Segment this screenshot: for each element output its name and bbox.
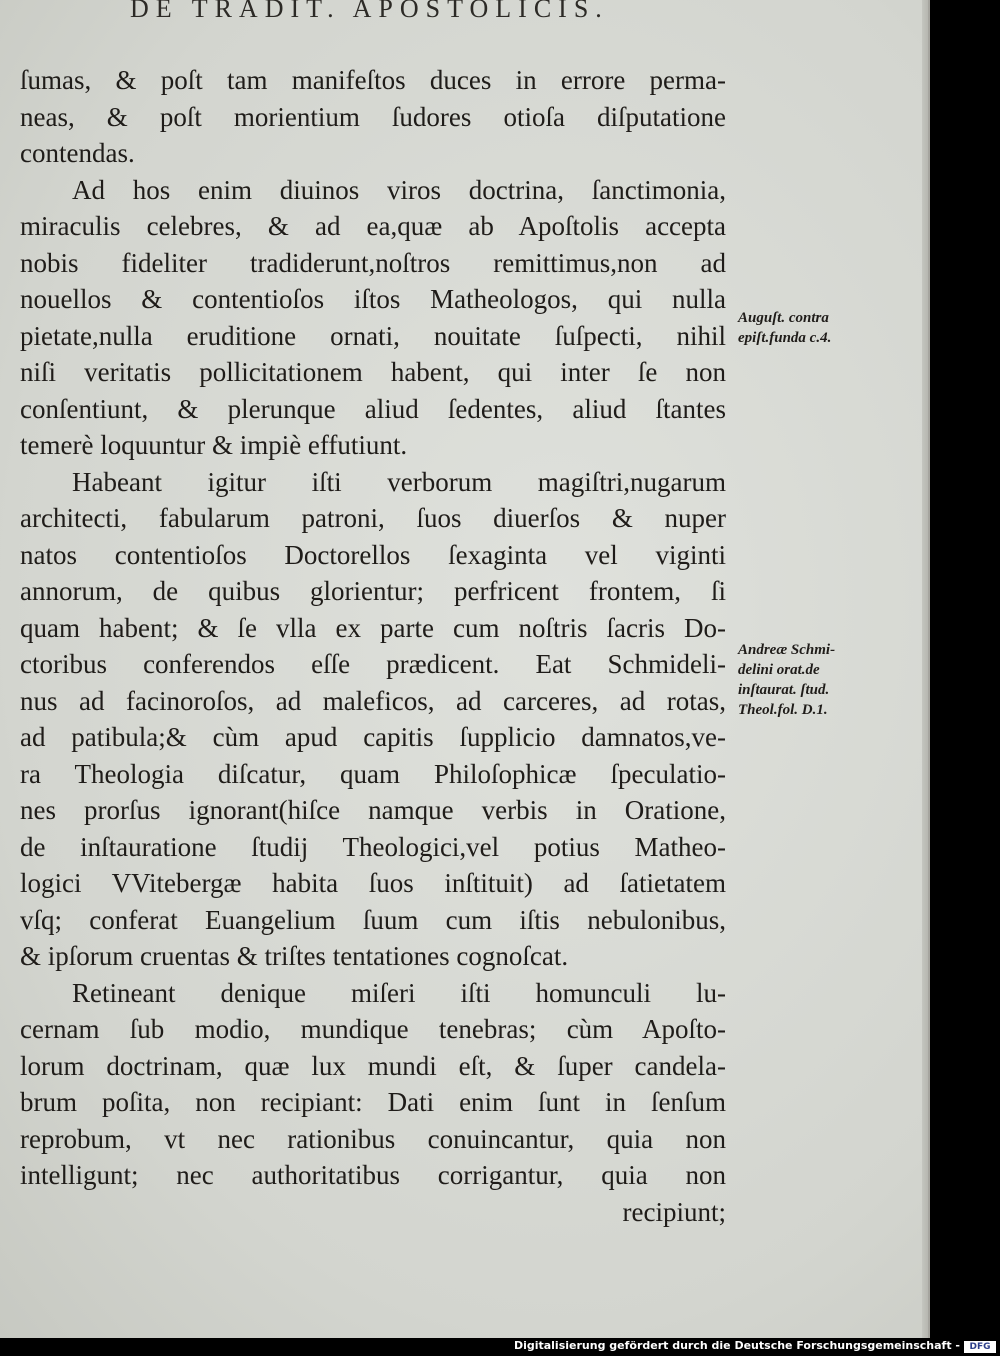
margin-note-augustine (738, 308, 898, 348)
margin-note-schmidelin (738, 640, 898, 720)
text-line: contendas. (20, 138, 135, 168)
text-line: cernam ſub modio, mundique tenebras; cùm Apoſto- (20, 1014, 726, 1044)
text-line: ctoribus conferendos eſſe prædicent. Eat Schmideli- (20, 649, 726, 679)
text-line: ſumas, & poſt tam manifeſtos duces in errore perma- (20, 65, 726, 95)
text-line: miraculis celebres, & ad ea,quæ ab Apoſtolis accepta (20, 211, 726, 241)
text-line: vſq; conferat Euangelium ſuum cum iſtis nebulonibus, (20, 904, 726, 935)
running-head: DE TRADIT. APOSTOLICIS. (130, 0, 609, 23)
text-line: architecti, fabularum patroni, ſuos diuerſos & nuper (20, 503, 726, 533)
text-line: quam habent; & ſe vlla ex parte cum noſtris ſacris Do- (20, 612, 726, 643)
margin-note-line: Andreæ Schmi- (738, 642, 836, 658)
text-line: brum poſita, non recipiant: Dati enim ſunt in ſenſum (20, 1087, 726, 1117)
text-line: niſi veritatis pollicitationem habent, qui inter ſe non (20, 357, 726, 387)
text-line: & ipſorum cruentas & triſtes tentationes cognoſcat. (20, 941, 569, 971)
dfg-logo: DFG (964, 1341, 996, 1353)
text-line: ad patibula;& cùm apud capitis ſupplicio damnatos,ve- (20, 722, 726, 752)
margin-note-line: inſtaurat. ſtud. (738, 682, 830, 698)
paragraph-start: Retineant denique miſeri iſti homunculi lu- (72, 977, 726, 1008)
text-line: nus ad facinoroſos, ad maleficos, ad carceres, ad rotas, (20, 685, 726, 716)
text-line: nes prorſus ignorant(hiſce namque verbis in Oratione, (20, 795, 726, 825)
text-line: reprobum, vt nec rationibus conuincantur, quia non (20, 1123, 726, 1154)
text-line: lorum doctrinam, quæ lux mundi eſt, & ſuper candela- (20, 1050, 726, 1081)
paragraph-start: Habeant igitur iſti verborum magiſtri,nugarum (72, 466, 726, 497)
paragraph-start: Ad hos enim diuinos viros doctrina, ſanctimonia, (72, 174, 726, 205)
text-line: temerè loquuntur & impiè effutiunt. (20, 430, 408, 460)
margin-note-line: Auguſt. contra (738, 310, 829, 326)
body-text (20, 62, 726, 1230)
margin-note-line: Theol.fol. D.1. (738, 702, 828, 718)
text-line: nobis fideliter tradiderunt,noſtros remittimus,non ad (20, 247, 726, 278)
text-line: neas, & poſt morientium ſudores otioſa diſputatione (20, 101, 726, 132)
catchword: recipiunt; (622, 1196, 726, 1227)
margin-note-line: delini orat.de (738, 662, 820, 678)
margin-note-line: epiſt.funda c.4. (738, 330, 832, 346)
text-line: natos contentioſos Doctorellos ſexaginta vel viginti (20, 539, 726, 570)
text-line: nouellos & contentioſos iſtos Matheologos, qui nulla (20, 284, 726, 314)
text-line: de inſtauratione ſtudij Theologici,vel potius Matheo- (20, 831, 726, 862)
text-line: intelligunt; nec authoritatibus corrigantur, quia non (20, 1160, 726, 1190)
page-edge (922, 0, 928, 1338)
text-line: conſentiunt, & plerunque aliud ſedentes, aliud ſtantes (20, 393, 726, 424)
funding-notice: Digitalisierung gefördert durch die Deutsche Forschungsgemeinschaft - (513, 1339, 960, 1352)
text-line: logici VVitebergæ habita ſuos inſtituit) ad ſatietatem (20, 868, 726, 898)
text-line: pietate,nulla eruditione ornati, nouitate ſuſpecti, nihil (20, 320, 726, 351)
footer-bar (0, 1338, 1000, 1356)
text-line: ra Theologia diſcatur, quam Philoſophicæ ſpeculatio- (20, 758, 726, 789)
text-line: annorum, de quibus glorientur; perfricent frontem, ſi (20, 576, 726, 606)
